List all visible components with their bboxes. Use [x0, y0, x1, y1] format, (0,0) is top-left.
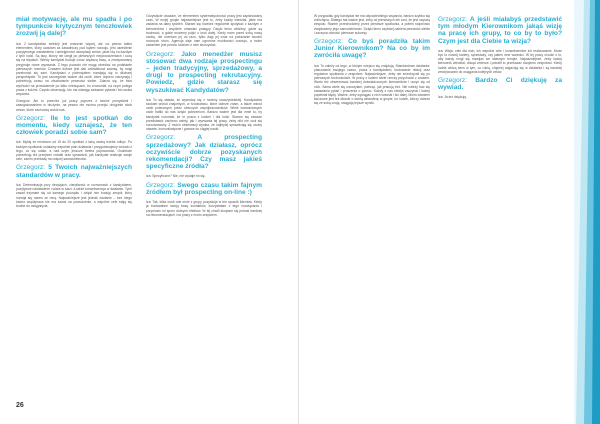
question-text: Jako menedżer musisz stosować dwa rodzaje prospectingu – jeden tradycyjny, sprzedażowy, a drugi to prospecting rekrutacyjny. Powiedz, gdzie starasz się wyszukiwać Kandydatów? [146, 50, 262, 94]
interview-question [314, 38, 430, 60]
body-paragraph: Iza: To zależy od tego, w którym miejscu się znajdują. Standardowe działania: planowanie swojego czasu, praca z kandydatem, budowanie relacji oraz regularne spotkania z zespołem. Najważniejsze, żeby nie zniechęcali się po pierwszych trudnościach. W pracy z ludźmi wiele rzeczy przychodzi z czasem. Warto też obserwować bardziej doświadczonych kierowników i uczyć się od nich. Sama wiele się nauczyłam, patrząc, jak pracują inni. Nie należy bać się zadawania pytań i proszenia o pomoc. Każdy z nas kiedyś zaczynał i każdy popełniał błędy. Ważne, żeby wyciągać z nich wnioski i iść dalej. Moim zdaniem kluczowe jest też dbanie o dobrą atmosferę w grupie, bo ludzie, którzy dobrze się ze sobą czują, osiągają lepsze wyniki. [314, 63, 430, 106]
question-text: Ile to jest spotkań do momentu, kiedy uznajesz, że ten człowiek poradzi sobie sam? [16, 114, 132, 137]
speaker-label: Grzegorz: [16, 114, 51, 122]
question-text: 5 Twoich najważniejszych standardów w pracy. [16, 164, 132, 179]
right-page [300, 0, 600, 424]
page-number: 26 [16, 402, 24, 409]
body-paragraph: Iza: Wizja, cele dla nich, ich wspólne cele i konsekwentne ich realizowanie. Może być to rozwój kariery, sprzedaży, czy jakieś inne wartości. W tej pracy chodzi o to, aby każdy mógł się rozwijać we własnym tempie. Najważniejsze, żeby każdy kierownik wiedział, dokąd zmierza i potrafił to przekazać swojemu zespołowi. Kiedy ludzie widzą sens w tym, co robią, chętniej angażują się w działania i są bardziej zmotywowani do osiągania kolejnych celów. [438, 48, 562, 74]
body-paragraph: Iza: 2 kandydatów selekcji jest znacznie więcej, ale na pewno takim elementem, który uważam za zasadniczy pod kątem rozwoju, jest określenie pozytywnego nastawienia i umiejętności akceptacji zmian, jakie idą za każdym z tych ludzi. Są tacy, którzy nie ulegli po pierwszych niepowodzeniach i uczą się na błędach. Wtedy kandydat buduje coraz większą bazę, a zmotywowany przyjmuje nowe wyzwania. Z tego powodu nie mogę skreślać na podstawie pierwszych rozmów. Czasami dobrze jest dać człowiekowi szansę, by mógł przekonać się sam. Kandydaci z potencjałem rozwijają się w dłuższej perspektywie. To jest szczególnie ważne dla osób, które dopiero zaczynają i potrzebują czasu na zbudowanie pewności siebie. Zdarza się, że ktoś wychodzi na prowadzenie po kilku miesiącach, bo zrozumiał, na czym polega praca z ludźmi. Często obserwuję, kto ma odwagę zadawać pytania i kto szuka wsparcia. [16, 41, 132, 97]
left-page [0, 0, 299, 424]
body-paragraph: Iza: To się składa, że wywodzę się z rodziny nauczycielskiej. Kandydatów szukam wśród znajomych, w środowisku, które dobrze znam, a także wśród osób polecanych przez obecnych współpracowników. Wiele wartościowych osób trafiło do nas dzięki poleceniom. Bardzo ważne jest dla mnie to, by kandydat rozumiał, że to praca z ludźmi i dla ludzi. Staram się zawsze przedstawić zarówno zalety, jak i wyzwania tej pracy, żeby nikt nie czuł się rozczarowany. Z moich obserwacji wynika, że najlepiej sprawdzają się osoby otwarte, komunikatywne i gotowe do ciągłej nauki. [146, 97, 262, 132]
body-paragraph: Iza: Myślę że minimum od 15 do 20 spotkań z taką osobą trzeba odbyć. Po każdym spotkaniu ustalamy wspólnie plan działania i przygotowujemy wnioski z tego, co się udało, a nad czym jeszcze trzeba popracować. Osobiście potrzebuję też przejrzeć notatki oraz sprawdzić, jak kandydat realizuje swoje cele, zanim przekażę mu więcej samodzielności. [16, 140, 132, 162]
body-paragraph: Iza: Specyficzne? Nie, nie wydaje mi się. [146, 174, 206, 179]
question-text: A prospecting sprzedażowy? Jak działasz, oprócz oczywiście dobrze pozyskanych rekomendacji? Czy masz jakieś specyficzne źródła? [146, 134, 262, 171]
speaker-label: Grzegorz: [16, 164, 49, 172]
question-text: Bardzo Ci dziękuję za wywiad. [438, 77, 563, 92]
interview-question [16, 16, 132, 38]
interview-question [146, 182, 262, 196]
body-paragraph: Oczywiście uważam, że elementem systematyczności pracy jest zaplanowany czas. W mojej grupie najważniejsze jest to, żeby każdy wiedział, jakie ma zadania na dany tydzień. Staram się również regularnie spotykać z każdym z kierowników i wspólnie omawiać postępy. Dzięki temu widzimy, gdzie są trudności, a gdzie możemy pójść o krok dalej. Kiedy mam przed sobą nową osobę, nie oceniam jej od razu, tylko daję jej czas na pokazanie swoich mocnych stron. Agencja daje nam ogromne możliwości rozwoju, a moim zadaniem jest pomóc ludziom z nich skorzystać. [146, 14, 262, 48]
question-text: A jeśli miałabyś przedstawić tym młodym Kierownikom jakąś wizję na pracę ich grupy, to co by to było? Czym jest dla Ciebie ta wizja? [438, 16, 563, 45]
body-paragraph: W przypadku gdy kandydat nie ma odpowiedniego wsparcia, bardzo szybko się zniechęca. Dlatego tak ważne jest, żeby od pierwszych dni czuł, że jest częścią zespołu. Razem przechodzimy przez pierwsze spotkania, a potem stopniowo zwiększamy jego samodzielność. Dzięki temu szybciej nabiera pewności siebie i zaczyna odnosić pierwsze sukcesy. [314, 14, 430, 35]
body-paragraph: Iza: Ja też dziękuję. [438, 95, 467, 100]
body-paragraph: Iza: Tak, kilka osób ode mnie z grupy pozyskuje w ten sposób klientów. Kiedy ja budowałam swoją bazę kontaktów, korzystałam z tego rozwiązania i przyniosło mi sporo dobrych efektów. W tej chwili skupiam się jednak bardziej na rekomendacjach i na pracy z moim zespołem. [146, 200, 262, 217]
speaker-label: Grzegorz: [146, 50, 182, 58]
left-column-1 [16, 14, 132, 211]
interview-question [438, 16, 562, 45]
interview-question [16, 164, 132, 178]
question-text: Swego czasu takim fajnym źródłem był prospecting on-line :) [146, 181, 262, 196]
right-column-2 [438, 14, 562, 103]
speaker-label: Grzegorz: [314, 38, 349, 46]
question-text: Co byś poradziła takim Junior Kierownikom? Na co by im zwróciła uwagę? [314, 38, 431, 60]
question-text: miał motywację, ale mu spadła i po tympunkcie krytycznym tenczłowiek zrozwij ją dalej? [16, 16, 132, 38]
speaker-label: Grzegorz: [438, 16, 470, 23]
interview-question [16, 115, 132, 137]
speaker-label: Grzegorz: [146, 134, 198, 142]
band-graphic [574, 0, 600, 424]
interview-question [146, 51, 262, 94]
interview-question [146, 134, 262, 170]
right-column-1 [314, 14, 430, 109]
left-column-2 [146, 14, 262, 220]
speaker-label: Grzegorz: [438, 77, 476, 85]
body-paragraph: Iza: Determinacja przy decyzjach, cierpliwość w rozmowach z kandydatem, pozytywne nastawienie i wiara w ludzi, a także konsekwencja w działaniu. Tych zasad trzymam się od samego początku i dzięki nim buduję zespół, który rozwija się razem ze mną. Najważniejsze jest jednak zaufanie – bez niego żadna współpraca nie ma szans na powodzenie, a wspólne cele stają się trudne do osiągnięcia. [16, 182, 132, 208]
speaker-label: Grzegorz: [146, 181, 178, 189]
body-paragraph: Grzegorz: Ale to przeciez już pracy poprzez z twoimi pomysłami i zaangażowaniem w drużynie, na pewno nie można przejść obojętnie obok zmian, które zachodzą wokół nas. [16, 99, 132, 112]
decorative-blue-band [574, 0, 600, 424]
interview-question [438, 77, 562, 91]
